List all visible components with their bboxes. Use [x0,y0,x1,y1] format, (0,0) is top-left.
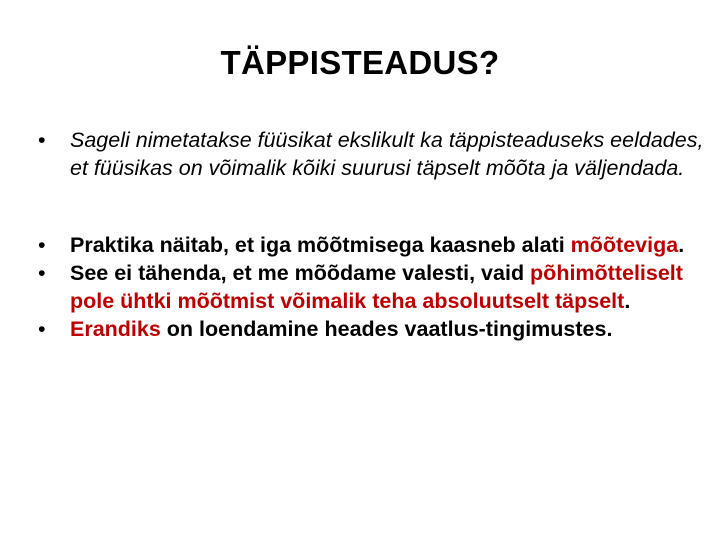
bullet-text-end: on loendamine heades vaatlus-tingimustes. [160,317,613,341]
bullet-text: See ei tähenda, et me mõõdame valesti, vaid [70,261,531,285]
bullet-symbol: • [38,233,46,257]
bullet-item-2 [38,231,698,259]
bullet-item-1 [38,126,704,182]
slide-title: TÄPPISTEADUS? [220,44,500,81]
bullet-text: Sageli nimetatakse füüsikat ekslikult ka täppisteaduseks eeldades, et füüsikas on võimalik kõiki suurusi täpselt mõõta ja väljendada. [70,128,704,180]
bullet-symbol: • [38,317,46,341]
bullet-text-end: . [624,289,631,313]
highlighted-phrase: põhimõtteliselt pole ühtki mõõtmist võimalik teha absoluutselt täpselt [70,261,683,313]
bullet-symbol: • [38,261,46,285]
bullet-symbol: • [38,128,46,152]
highlighted-term: mõõteviga [570,233,679,257]
bullet-item-4 [38,315,698,343]
highlighted-term: Erandiks [70,317,161,341]
bullet-list [38,126,704,343]
bullet-text: Praktika näitab, et iga mõõtmisega kaasneb alati [70,233,571,257]
bullet-text-end: . [678,233,685,257]
bullet-item-3 [38,259,698,315]
